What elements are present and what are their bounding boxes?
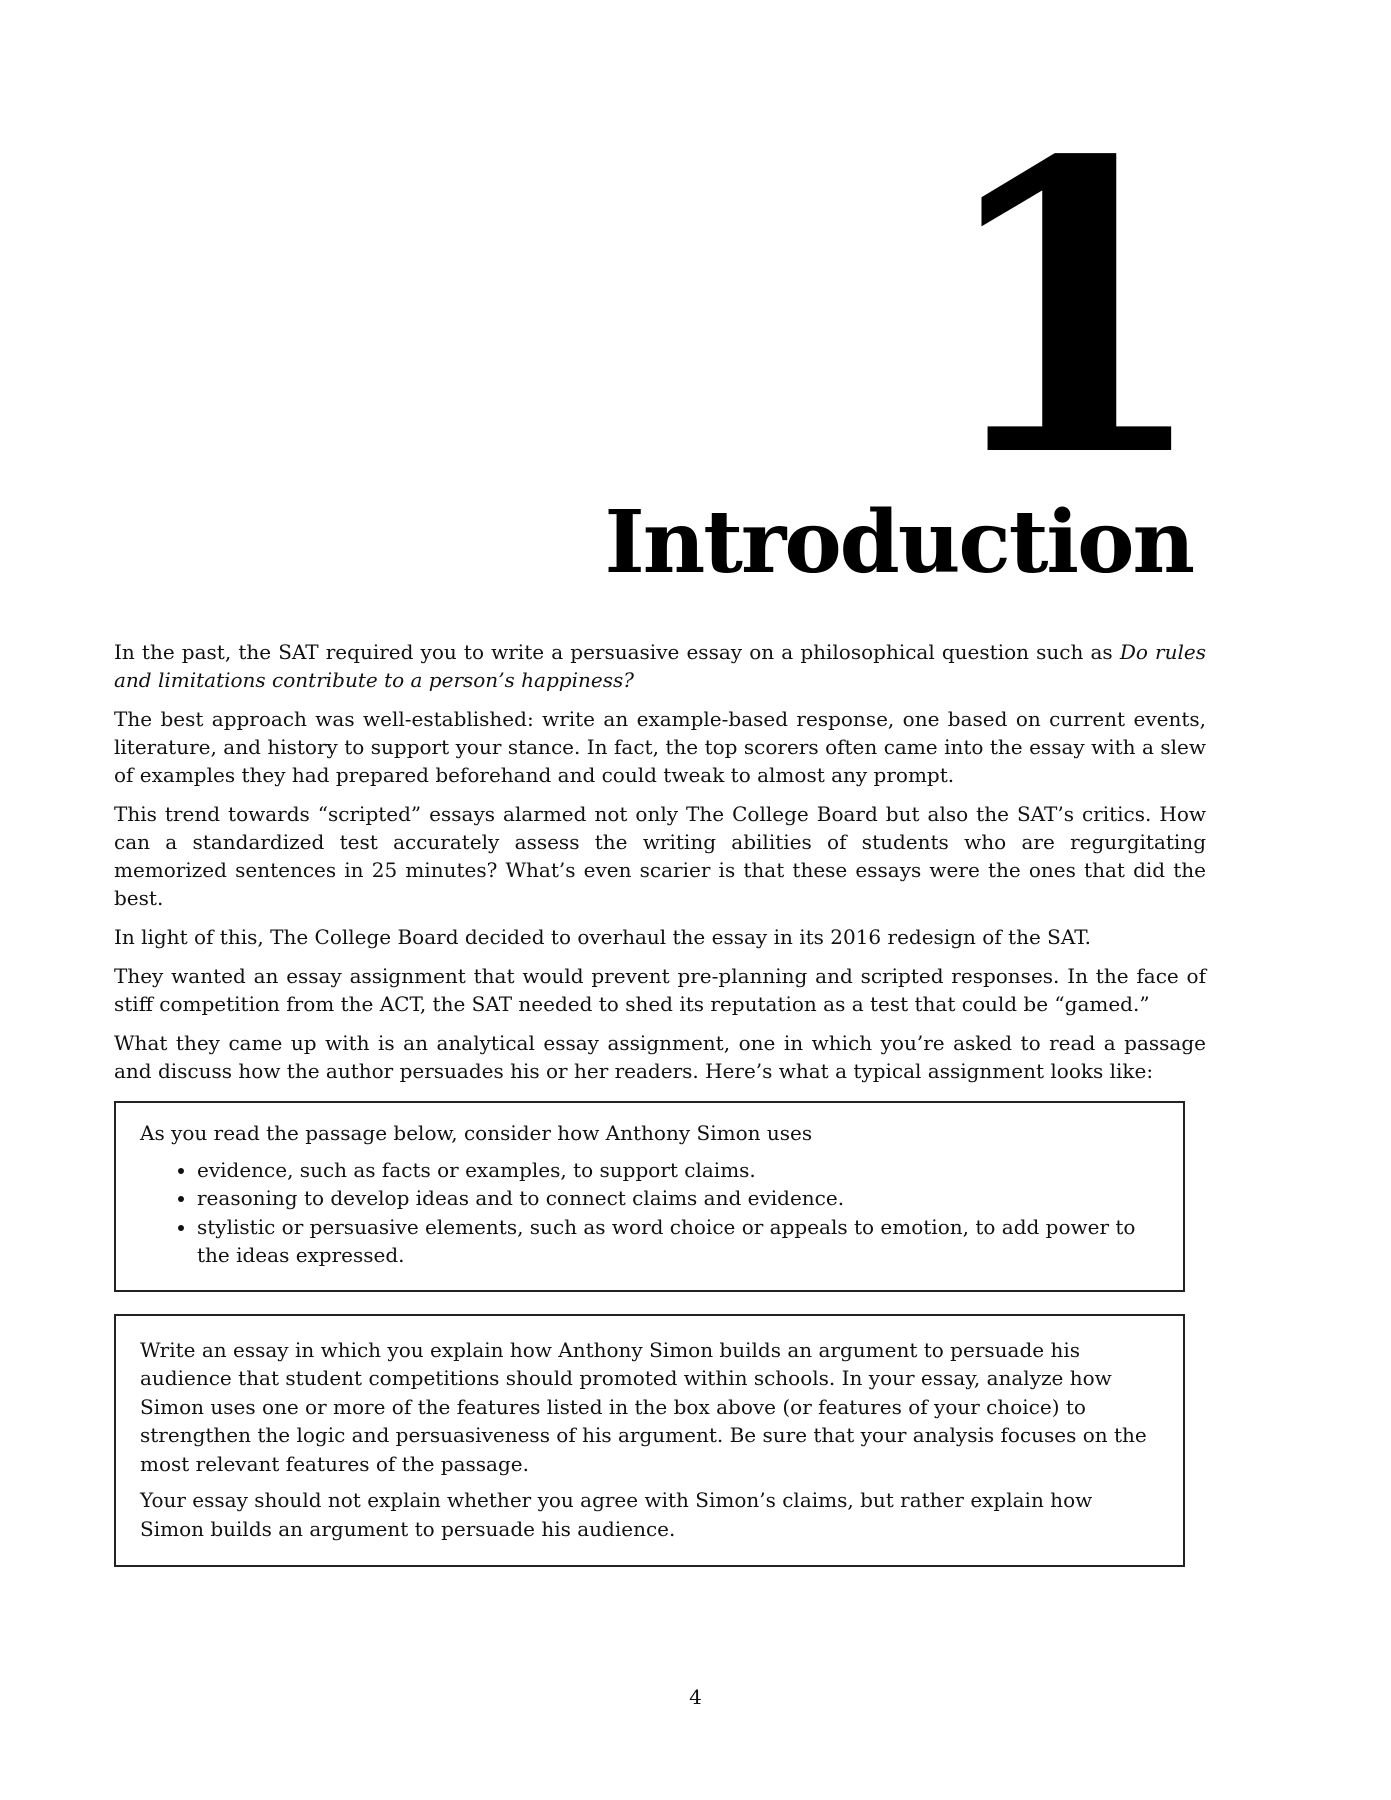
paragraph-overhaul: In light of this, The College Board decided to overhaul the essay in its 2016 redesign of the SAT. xyxy=(114,925,1091,949)
reading-guidance-box xyxy=(114,1101,1185,1292)
paragraph-intro-text: In the past, the SAT required you to write a persuasive essay on a philosophical question such as xyxy=(114,640,1120,664)
essay-prompt-note: Your essay should not explain whether you agree with Simon’s claims, but rather explain how Simon builds an argument to persuade his audience. xyxy=(140,1488,1093,1541)
essay-prompt-box xyxy=(114,1314,1185,1568)
list-item: • evidence, such as facts or examples, to support claims. xyxy=(197,1156,1159,1185)
paragraph-goals: They wanted an essay assignment that would prevent pre-planning and scripted responses. In the face of stiff competition from the ACT, the SAT needed to shed its reputation as a test that could be “gamed.” xyxy=(114,964,1206,1016)
essay-prompt-instructions: Write an essay in which you explain how Anthony Simon builds an argument to persuade his audience that student competitions should promoted within schools. In your essay, analyze how Simon uses one or more of the features listed in the box above (or features of your choice) to strengthen the logic and persuasiveness of his argument. Be sure that your analysis focuses on the most relevant features of the passage. xyxy=(140,1337,1147,1476)
paragraph-approach: The best approach was well-established: write an example-based response, one based on current events, literature, and history to support your stance. In fact, the top scorers often came into the essay with a slew of examples they had prepared beforehand and could tweak to almost any prompt. xyxy=(114,707,1206,787)
reading-guidance-intro: As you read the passage below, consider how Anthony Simon uses xyxy=(140,1121,813,1145)
paragraph-trend: This trend towards “scripted” essays alarmed not only The College Board but also the SAT’s critics. How can a standardized test accurately assess the writing abilities of students who are regurgitating memorized sentences in 25 minutes? What’s even scarier is that these essays were the ones that did the best. xyxy=(114,802,1206,910)
paragraph-intro-question: Do rules and limitations contribute to a person’s happiness? xyxy=(114,640,1206,692)
list-item: • stylistic or persuasive elements, such as word choice or appeals to emotion, to add power to the ideas expressed. xyxy=(197,1213,1159,1270)
main-content xyxy=(114,638,1206,1567)
paragraph-assignment: What they came up with is an analytical essay assignment, one in which you’re asked to read a passage and discuss how the author persuades his or her readers. Here’s what a typical assignment looks like: xyxy=(114,1031,1206,1083)
page-number: 4 xyxy=(689,1685,702,1709)
list-item: • reasoning to develop ideas and to connect claims and evidence. xyxy=(197,1184,1159,1213)
chapter-number: 1 xyxy=(932,75,1201,545)
paragraph-intro xyxy=(114,638,1206,694)
reading-guidance-list xyxy=(140,1156,1159,1270)
chapter-title: Introduction xyxy=(604,492,1193,593)
